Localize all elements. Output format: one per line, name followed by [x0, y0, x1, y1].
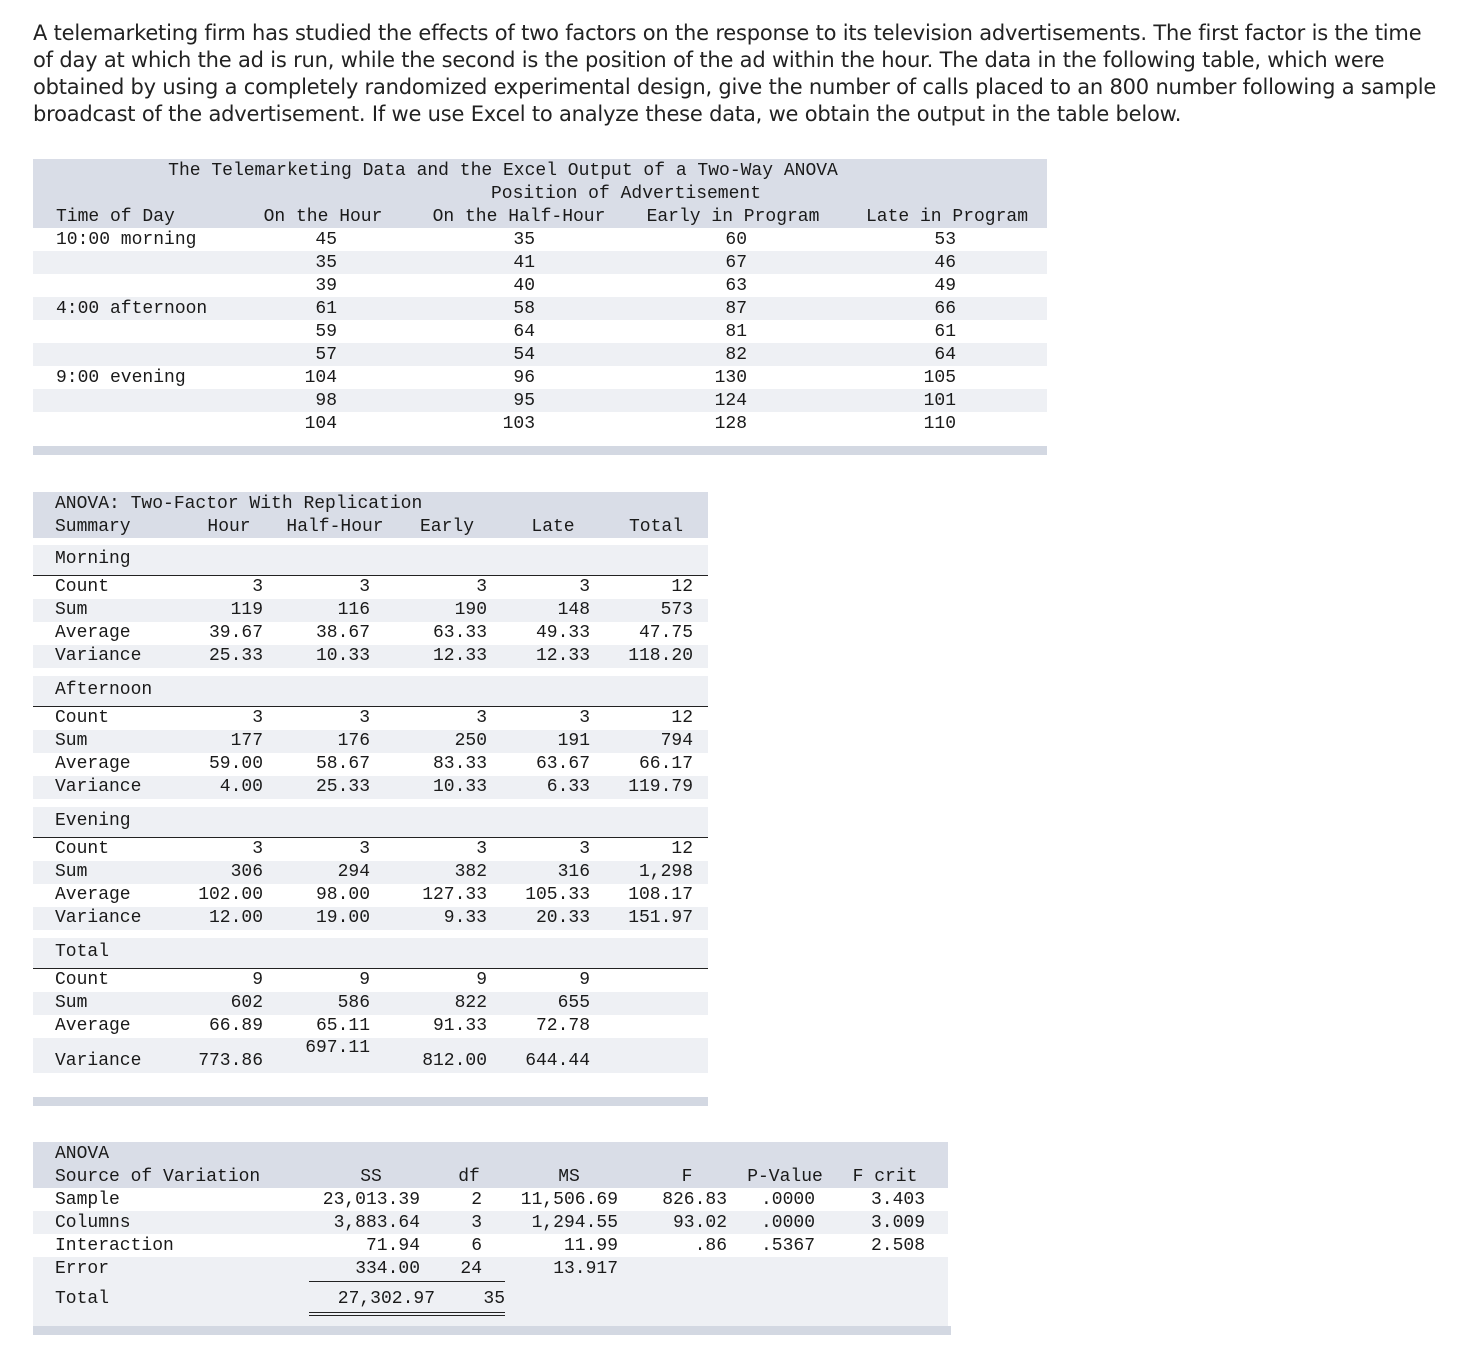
summary-column-header: Hour — [207, 517, 251, 537]
anova-total-df: 35 — [483, 1289, 505, 1309]
total-rule-double-2 — [309, 1315, 505, 1316]
data-cell: 104 — [304, 414, 337, 434]
data-cell: 35 — [315, 253, 337, 273]
summary-cell: 66.17 — [638, 754, 693, 774]
data-cell: 98 — [315, 391, 337, 411]
summary-cell: 3 — [252, 577, 263, 597]
anova-cell: 11,506.69 — [520, 1190, 618, 1210]
summary-cell: 191 — [557, 731, 590, 751]
table-end-bar — [33, 1326, 951, 1335]
summary-stat-label: Count — [55, 970, 110, 990]
summary-section-label: Morning — [55, 549, 131, 569]
anova-cell: 11.99 — [563, 1236, 618, 1256]
anova-source-label: Sample — [55, 1190, 120, 1210]
summary-stat-label: Variance — [55, 777, 142, 797]
summary-cell: 12 — [671, 839, 693, 859]
data-cell: 45 — [315, 230, 337, 250]
column-header: On the Half-Hour — [432, 207, 606, 227]
summary-cell: 586 — [337, 993, 370, 1013]
data-cell: 40 — [513, 276, 535, 296]
data-cell: 110 — [923, 414, 956, 434]
data-cell: 105 — [923, 368, 956, 388]
table-title: The Telemarketing Data and the Excel Output of a Two-Way ANOVA — [168, 161, 838, 181]
column-header: Early in Program — [646, 207, 820, 227]
summary-cell: 773.86 — [198, 1051, 263, 1071]
summary-stat-label: Sum — [55, 600, 88, 620]
anova-cell: 23,013.39 — [322, 1190, 420, 1210]
summary-cell: 250 — [454, 731, 487, 751]
data-cell: 82 — [725, 345, 747, 365]
summary-cell: 38.67 — [315, 623, 370, 643]
summary-stat-label: Sum — [55, 731, 88, 751]
summary-cell: 66.89 — [208, 1016, 263, 1036]
summary-cell: 306 — [230, 862, 263, 882]
summary-cell: 47.75 — [638, 623, 693, 643]
summary-cell: 118.20 — [628, 646, 693, 666]
row-band — [33, 1142, 948, 1165]
anova-column-header: P-Value — [747, 1167, 823, 1187]
summary-cell: 9 — [252, 970, 263, 990]
anova-source-label: Error — [55, 1259, 110, 1279]
summary-cell: 151.97 — [628, 908, 693, 928]
anova-source-label: Columns — [55, 1213, 131, 1233]
data-cell: 130 — [714, 368, 747, 388]
anova-column-header: F crit — [852, 1167, 918, 1187]
data-cell: 54 — [513, 345, 535, 365]
summary-stat-label: Average — [55, 623, 131, 643]
summary-stat-label: Variance — [55, 908, 142, 928]
time-of-day-label: 9:00 evening — [56, 368, 186, 388]
total-rule-top — [309, 1281, 505, 1282]
summary-cell: 10.33 — [432, 777, 487, 797]
data-cell: 63 — [725, 276, 747, 296]
summary-section-label: Afternoon — [55, 680, 153, 700]
anova-column-header: Source of Variation — [55, 1167, 261, 1187]
summary-cell: 794 — [660, 731, 693, 751]
total-rule-double-1 — [309, 1312, 505, 1313]
data-cell: 104 — [304, 368, 337, 388]
summary-cell: 316 — [557, 862, 590, 882]
summary-cell: 3 — [579, 577, 590, 597]
telemarketing-data-table — [33, 159, 1047, 455]
summary-cell: 3 — [476, 839, 487, 859]
anova-cell: 6 — [471, 1236, 482, 1256]
data-cell: 61 — [315, 299, 337, 319]
summary-column-header: Summary — [55, 517, 131, 537]
summary-cell: 63.67 — [535, 754, 590, 774]
summary-cell: 72.78 — [535, 1016, 590, 1036]
anova-cell: .5367 — [760, 1236, 815, 1256]
summary-cell: 105.33 — [525, 885, 590, 905]
anova-cell: 3 — [471, 1213, 482, 1233]
column-header: Late in Program — [865, 207, 1029, 227]
data-cell: 96 — [513, 368, 535, 388]
summary-title: ANOVA: Two-Factor With Replication — [55, 494, 423, 514]
data-cell: 58 — [513, 299, 535, 319]
time-of-day-label: 10:00 morning — [56, 230, 197, 250]
summary-cell: 12.33 — [432, 646, 487, 666]
data-cell: 35 — [513, 230, 535, 250]
summary-column-header: Early — [419, 517, 474, 537]
anova-table — [33, 1142, 951, 1338]
summary-cell: 25.33 — [208, 646, 263, 666]
summary-cell: 119 — [230, 600, 263, 620]
anova-cell: 1,294.55 — [531, 1213, 618, 1233]
summary-cell: 644.44 — [525, 1051, 590, 1071]
summary-cell: 3 — [476, 577, 487, 597]
summary-cell: 1,298 — [638, 862, 693, 882]
anova-cell: 334.00 — [355, 1259, 420, 1279]
intro-paragraph: A telemarketing firm has studied the effects of two factors on the response to its television advertisements. The first factor is the time of day at which the ad is run, while the second is the position of the ad within the hour. The data in the following table, which were obtained by using a completely randomized experimental design, give the number of calls placed to an 800 number following a sample broadcast of the advertisement. If we use Excel to analyze these data, we obtain the output in the table below. — [33, 21, 1437, 126]
summary-cell: 9 — [359, 970, 370, 990]
summary-cell: 12 — [671, 577, 693, 597]
time-of-day-label: 4:00 afternoon — [56, 299, 208, 319]
summary-section-label: Evening — [55, 811, 131, 831]
anova-cell: 2.508 — [870, 1236, 925, 1256]
summary-column-header: Half-Hour — [286, 517, 384, 537]
summary-cell: 3 — [359, 839, 370, 859]
summary-cell: 119.79 — [628, 777, 693, 797]
anova-total-label: Total — [55, 1289, 110, 1309]
data-cell: 66 — [934, 299, 956, 319]
summary-cell: 655 — [557, 993, 590, 1013]
summary-stat-label: Count — [55, 708, 110, 728]
summary-cell: 294 — [337, 862, 370, 882]
summary-cell: 382 — [454, 862, 487, 882]
data-cell: 39 — [315, 276, 337, 296]
table-end-bar — [33, 1097, 708, 1106]
data-cell: 81 — [725, 322, 747, 342]
anova-cell: 71.94 — [365, 1236, 420, 1256]
anova-summary-table — [33, 492, 708, 1106]
data-cell: 67 — [725, 253, 747, 273]
summary-stat-label: Count — [55, 839, 110, 859]
anova-cell: .0000 — [760, 1213, 815, 1233]
summary-cell: 3 — [476, 708, 487, 728]
summary-stat-label: Variance — [55, 1051, 142, 1071]
summary-cell: 3 — [579, 708, 590, 728]
summary-cell: 10.33 — [315, 646, 370, 666]
summary-cell: 697.11 — [305, 1038, 370, 1058]
summary-cell: 98.00 — [315, 885, 370, 905]
summary-cell: 102.00 — [198, 885, 263, 905]
summary-cell: 6.33 — [546, 777, 590, 797]
summary-cell: 573 — [660, 600, 693, 620]
data-cell: 124 — [714, 391, 747, 411]
data-cell: 53 — [934, 230, 956, 250]
summary-cell: 3 — [252, 839, 263, 859]
anova-cell: 24 — [460, 1259, 482, 1279]
row-band — [33, 815, 708, 838]
summary-cell: 12.00 — [208, 908, 263, 928]
summary-stat-label: Average — [55, 885, 131, 905]
column-header: On the Hour — [263, 207, 383, 227]
summary-cell: 3 — [359, 708, 370, 728]
summary-cell: 39.67 — [208, 623, 263, 643]
row-band — [33, 992, 708, 1015]
column-header-time-of-day: Time of Day — [56, 207, 175, 227]
data-cell: 61 — [934, 322, 956, 342]
data-cell: 59 — [315, 322, 337, 342]
anova-column-header: MS — [558, 1167, 580, 1187]
data-cell: 57 — [315, 345, 337, 365]
anova-cell: 13.917 — [553, 1259, 618, 1279]
anova-cell: 3,883.64 — [333, 1213, 420, 1233]
data-cell: 49 — [934, 276, 956, 296]
anova-title: ANOVA — [55, 1144, 110, 1164]
anova-column-header: F — [681, 1167, 693, 1187]
anova-source-label: Interaction — [55, 1236, 174, 1256]
data-cell: 95 — [513, 391, 535, 411]
summary-stat-label: Variance — [55, 646, 142, 666]
summary-stat-label: Average — [55, 1016, 131, 1036]
summary-stat-label: Sum — [55, 993, 88, 1013]
summary-cell: 19.00 — [315, 908, 370, 928]
summary-cell: 58.67 — [315, 754, 370, 774]
summary-cell: 65.11 — [315, 1016, 370, 1036]
row-band — [33, 553, 708, 576]
row-band — [33, 946, 708, 969]
summary-stat-label: Count — [55, 577, 110, 597]
summary-cell: 812.00 — [422, 1051, 487, 1071]
data-cell: 64 — [513, 322, 535, 342]
anova-cell: 826.83 — [662, 1190, 727, 1210]
anova-cell: .86 — [694, 1236, 727, 1256]
summary-cell: 127.33 — [422, 885, 487, 905]
anova-column-header: df — [458, 1167, 480, 1187]
summary-cell: 83.33 — [432, 754, 487, 774]
data-cell: 103 — [502, 414, 535, 434]
data-cell: 128 — [714, 414, 747, 434]
summary-cell: 9 — [579, 970, 590, 990]
summary-stat-label: Average — [55, 754, 131, 774]
table-end-bar — [33, 446, 1047, 455]
summary-cell: 190 — [454, 600, 487, 620]
anova-cell: .0000 — [760, 1190, 815, 1210]
summary-section-label: Total — [55, 942, 110, 962]
anova-cell: 93.02 — [672, 1213, 727, 1233]
anova-cell: 3.403 — [870, 1190, 925, 1210]
summary-stat-label: Sum — [55, 862, 88, 882]
summary-column-header: Late — [531, 517, 575, 537]
summary-cell: 12.33 — [535, 646, 590, 666]
data-cell: 101 — [923, 391, 956, 411]
summary-cell: 108.17 — [628, 885, 693, 905]
data-cell: 46 — [934, 253, 956, 273]
summary-cell: 176 — [337, 731, 370, 751]
summary-cell: 91.33 — [432, 1016, 487, 1036]
summary-cell: 63.33 — [432, 623, 487, 643]
summary-cell: 116 — [337, 600, 370, 620]
summary-cell: 602 — [230, 993, 263, 1013]
section-rule — [33, 968, 708, 969]
data-cell: 41 — [513, 253, 535, 273]
summary-cell: 59.00 — [208, 754, 263, 774]
summary-cell: 177 — [230, 731, 263, 751]
anova-cell: 3.009 — [870, 1213, 925, 1233]
summary-cell: 4.00 — [219, 777, 263, 797]
summary-column-header: Total — [628, 517, 683, 537]
summary-cell: 822 — [454, 993, 487, 1013]
summary-cell: 9 — [476, 970, 487, 990]
data-cell: 87 — [725, 299, 747, 319]
summary-cell: 25.33 — [315, 777, 370, 797]
data-cell: 64 — [934, 345, 956, 365]
summary-cell: 3 — [252, 708, 263, 728]
summary-cell: 9.33 — [443, 908, 487, 928]
data-cell: 60 — [725, 230, 747, 250]
summary-cell: 3 — [579, 839, 590, 859]
anova-total-ss: 27,302.97 — [337, 1289, 435, 1309]
anova-cell: 2 — [471, 1190, 482, 1210]
summary-cell: 148 — [557, 600, 590, 620]
summary-cell: 20.33 — [535, 908, 590, 928]
table-subtitle: Position of Advertisement — [490, 184, 762, 204]
summary-cell: 3 — [359, 577, 370, 597]
summary-cell: 49.33 — [535, 623, 590, 643]
summary-cell: 12 — [671, 708, 693, 728]
anova-column-header: SS — [360, 1167, 382, 1187]
